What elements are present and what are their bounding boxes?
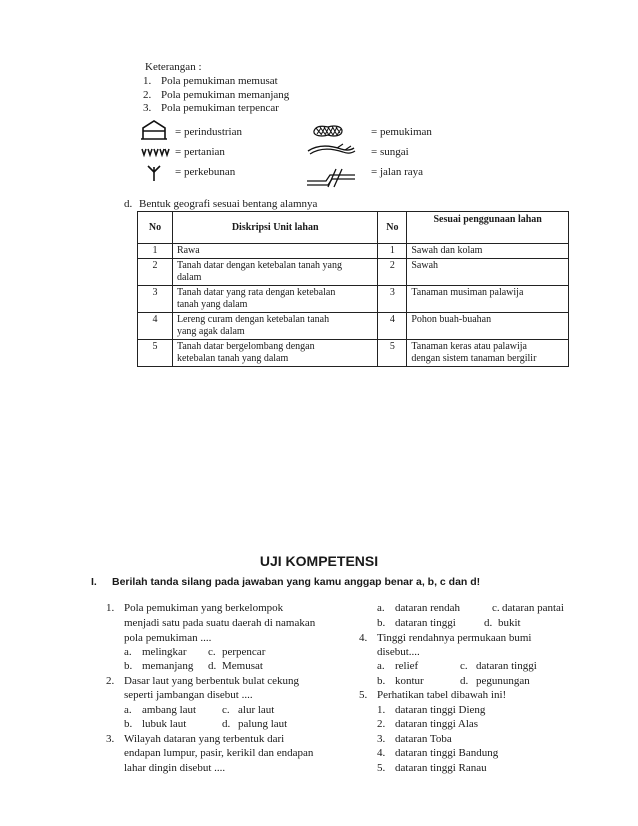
row-number-2: 5	[378, 340, 407, 367]
description-line: Lereng curam dengan ketebalan tanah	[176, 314, 330, 325]
option-key[interactable]: b.	[124, 660, 133, 672]
legend-label: = sungai	[371, 146, 409, 158]
option-text[interactable]: alur laut	[238, 704, 275, 716]
question-text: Tinggi rendahnya permukaan bumi	[377, 632, 532, 644]
option-key[interactable]: c.	[492, 602, 500, 614]
option-key[interactable]: d.	[222, 718, 231, 730]
list-key: 4.	[377, 747, 386, 759]
list-key: 5.	[377, 762, 386, 774]
option-text[interactable]: relief	[395, 660, 419, 672]
description-line: Tanah datar dengan ketebalan tanah yang	[176, 260, 342, 271]
list-item: dataran tinggi Ranau	[395, 762, 487, 774]
option-key[interactable]: d.	[460, 675, 469, 687]
question-text: seperti jambangan disebut ....	[124, 689, 253, 701]
question-number: 1.	[106, 602, 115, 614]
option-key[interactable]: c.	[460, 660, 468, 672]
keterangan-num: 1.	[143, 75, 152, 87]
description-line: Tanah datar bergelombang dengan	[176, 341, 315, 352]
table-row	[138, 244, 569, 259]
land-use-line: Tanaman keras atau palawija	[411, 341, 527, 352]
keterangan-item: Pola pemukiman memusat	[161, 75, 278, 87]
option-text[interactable]: bukit	[498, 617, 521, 629]
question-number: 3.	[106, 733, 115, 745]
row-land-use	[407, 313, 569, 340]
legend-label: = perkebunan	[175, 166, 236, 178]
tree-icon	[146, 164, 162, 182]
option-text[interactable]: ambang laut	[142, 704, 197, 716]
keterangan-title: Keterangan :	[145, 61, 202, 73]
row-land-use	[407, 244, 569, 259]
row-description	[172, 244, 377, 259]
hatched-blob-icon	[312, 124, 344, 138]
list-key: 3.	[377, 733, 386, 745]
land-use-table	[137, 211, 569, 367]
row-land-use	[407, 286, 569, 313]
table-row	[138, 313, 569, 340]
keterangan-item: Pola pemukiman memanjang	[161, 89, 290, 101]
legend-label: = pemukiman	[371, 126, 432, 138]
option-text[interactable]: kontur	[395, 675, 424, 687]
table-header-row	[138, 212, 569, 244]
question-text: Pola pemukiman yang berkelompok	[124, 602, 284, 614]
land-use-line: Sawah	[411, 260, 439, 271]
row-land-use	[407, 259, 569, 286]
question-number: 4.	[359, 632, 368, 644]
option-text[interactable]: dataran tinggi	[476, 660, 537, 672]
header-description: Diskripsi Unit lahan	[172, 212, 377, 244]
section-marker: d.	[124, 198, 133, 210]
option-key[interactable]: b.	[377, 617, 386, 629]
legend-label: = pertanian	[175, 146, 225, 158]
row-number: 5	[138, 340, 173, 367]
option-text[interactable]: dataran rendah	[395, 602, 461, 614]
question-text: Perhatikan tabel dibawah ini!	[377, 689, 507, 701]
land-use-line: dengan sistem tanaman bergilir	[411, 353, 537, 364]
table-row	[138, 286, 569, 313]
option-text[interactable]: dataran pantai	[502, 602, 564, 614]
option-key[interactable]: a.	[124, 646, 132, 658]
house-icon	[141, 120, 167, 140]
option-key[interactable]: b.	[377, 675, 386, 687]
description-line: yang agak dalam	[176, 326, 245, 337]
row-number: 4	[138, 313, 173, 340]
question-text: Dasar laut yang berbentuk bulat cekung	[124, 675, 300, 687]
land-use-line: Sawah dan kolam	[411, 245, 483, 256]
option-text[interactable]: lubuk laut	[142, 718, 187, 730]
row-number-2: 1	[378, 244, 407, 259]
row-description	[172, 286, 377, 313]
table-row	[138, 259, 569, 286]
legend-label: = perindustrian	[175, 126, 242, 138]
question-text: Wilayah dataran yang terbentuk dari	[124, 733, 285, 745]
list-item: dataran tinggi Alas	[395, 718, 479, 730]
section-title: Bentuk geografi sesuai bentang alamnya	[139, 198, 318, 210]
question-number: 2.	[106, 675, 115, 687]
list-item: dataran Toba	[395, 733, 452, 745]
description-line: Rawa	[176, 245, 200, 256]
row-number: 2	[138, 259, 173, 286]
option-key[interactable]: c.	[222, 704, 230, 716]
grass-icon	[141, 147, 169, 157]
option-text[interactable]: melingkar	[142, 646, 187, 658]
row-description	[172, 259, 377, 286]
header-no-2: No	[378, 212, 407, 244]
question-number: 5.	[359, 689, 368, 701]
keterangan-item: Pola pemukiman terpencar	[161, 102, 279, 114]
list-item: dataran tinggi Bandung	[395, 747, 499, 759]
list-key: 2.	[377, 718, 386, 730]
question-text: menjadi satu pada suatu daerah di namakan	[124, 617, 316, 629]
option-key[interactable]: c.	[208, 646, 216, 658]
description-line: tanah yang dalam	[176, 299, 248, 310]
instruction-text: Berilah tanda silang pada jawaban yang kamu anggap benar a, b, c dan d!	[112, 576, 481, 588]
question-text: endapan lumpur, pasir, kerikil dan endapan	[124, 747, 314, 759]
description-line: Tanah datar yang rata dengan ketebalan	[176, 287, 336, 298]
keterangan-num: 2.	[143, 89, 152, 101]
description-line: dalam	[176, 272, 202, 283]
option-text[interactable]: dataran tinggi	[395, 617, 456, 629]
option-key[interactable]: a.	[377, 602, 385, 614]
option-text[interactable]: memanjang	[142, 660, 194, 672]
header-no: No	[138, 212, 173, 244]
row-number: 1	[138, 244, 173, 259]
road-icon	[306, 167, 356, 189]
legend-label: = jalan raya	[371, 166, 424, 178]
option-key[interactable]: d.	[208, 660, 217, 672]
option-key[interactable]: a.	[377, 660, 385, 672]
option-key[interactable]: a.	[124, 704, 132, 716]
header-land-use: Sesuai penggunaan lahan	[407, 212, 569, 244]
row-number: 3	[138, 286, 173, 313]
question-text: disebut....	[377, 646, 420, 658]
keterangan-num: 3.	[143, 102, 152, 114]
row-description	[172, 340, 377, 367]
option-text[interactable]: pegunungan	[476, 675, 530, 687]
row-number-2: 2	[378, 259, 407, 286]
option-text[interactable]: perpencar	[222, 646, 266, 658]
roman-numeral: I.	[91, 576, 97, 588]
row-description	[172, 313, 377, 340]
land-use-line: Pohon buah-buahan	[411, 314, 492, 325]
option-text[interactable]: palung laut	[238, 718, 288, 730]
row-number-2: 3	[378, 286, 407, 313]
table-row	[138, 340, 569, 367]
list-key: 1.	[377, 704, 386, 716]
page-title: UJI KOMPETENSI	[259, 553, 379, 569]
description-line: ketebalan tanah yang dalam	[176, 353, 289, 364]
option-key[interactable]: b.	[124, 718, 133, 730]
row-number-2: 4	[378, 313, 407, 340]
option-key[interactable]: d.	[484, 617, 493, 629]
land-use-line: Tanaman musiman palawija	[411, 287, 524, 298]
list-item: dataran tinggi Dieng	[395, 704, 486, 716]
option-text[interactable]: Memusat	[222, 660, 263, 672]
question-text: pola pemukiman ....	[124, 632, 212, 644]
river-icon	[307, 143, 355, 157]
row-land-use	[407, 340, 569, 367]
question-text: lahar dingin disebut ....	[124, 762, 226, 774]
